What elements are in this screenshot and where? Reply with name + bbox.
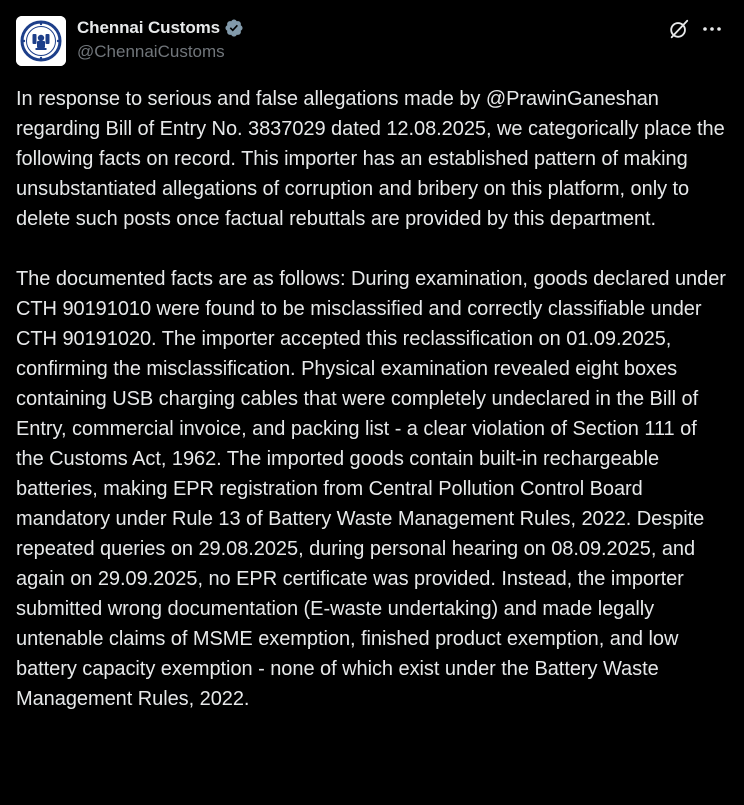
account-info [77, 16, 244, 62]
verified-badge-icon[interactable] [224, 18, 244, 38]
avatar[interactable] [16, 16, 66, 66]
more-options-icon[interactable] [700, 18, 724, 40]
name-row [77, 16, 244, 40]
customs-emblem-icon [16, 16, 66, 66]
post-paragraph: The documented facts are as follows: During examination, goods declared under CTH 90191010 were found to be misclassified and correctly classifiable under CTH 90191020. The importer accepted this reclassification on 01.09.2025, confirming the misclassification. Physical examination revealed eight boxes containing USB charging cables that were completely undeclared in the Bill of Entry, commercial invoice, and packing list - a clear violation of Section 111 of the Customs Act, 1962. The imported goods contain built-in rechargeable batteries, making EPR registration from Central Pollution Control Board mandatory under Rule 13 of Battery Waste Management Rules, 2022. Despite repeated queries on 29.08.2025, during personal hearing on 08.09.2025, and again on 29.09.2025, no EPR certificate was provided. Instead, the importer submitted wrong documentation (E-waste undertaking) and made legally untenable claims of MSME exemption, finished product exemption, and low battery capacity exemption - none of which exist under the Battery Waste Management Rules, 2022. [16, 268, 726, 710]
post-text [16, 84, 728, 714]
grok-icon[interactable] [668, 18, 690, 40]
handle[interactable]: @ChennaiCustoms [77, 42, 225, 61]
post-paragraph: In response to serious and false allegations made by @PrawinGaneshan regarding Bill of Entry No. 3837029 dated 12.08.2025, we categorically place the following facts on record. This importer has an established pattern of making unsubstantiated allegations of corruption and bribery on this platform, only to delete such posts once factual rebuttals are provided by this department. [16, 88, 725, 230]
display-name[interactable]: Chennai Customs [77, 18, 221, 37]
